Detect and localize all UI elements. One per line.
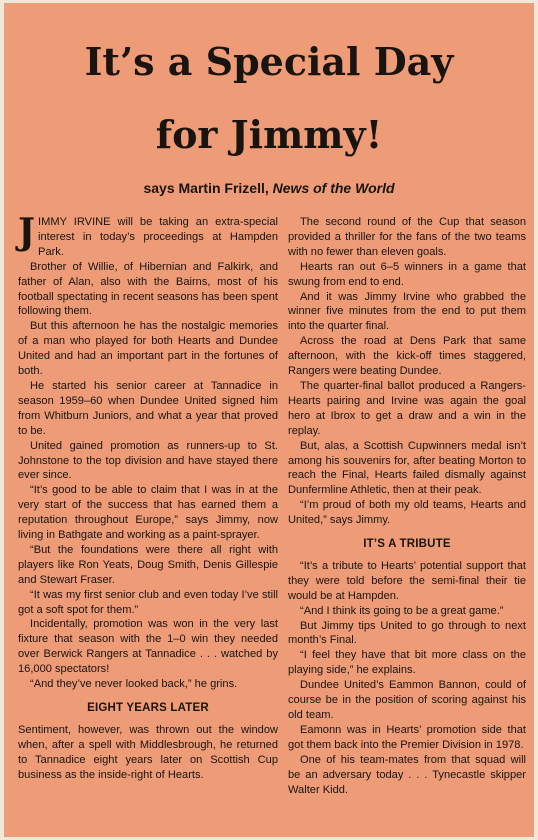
- subheading-eight-years-later: EIGHT YEARS LATER: [87, 702, 209, 714]
- article-page: [4, 3, 534, 837]
- byline-publication: News of the World: [272, 180, 395, 196]
- paragraph: “And I think its going to be a great game.”: [300, 604, 504, 617]
- paragraph: “And they’ve never looked back,” he grins.: [30, 678, 238, 691]
- headline-line-1: It’s a Special Day: [84, 39, 454, 84]
- paragraph: “It’s good to be able to claim that I was in at the very start of the success that has earned them a reputation throughout Europe,” says Jimmy, now living in Bathgate and working as a paint-sprayer.: [18, 484, 278, 542]
- paragraph: But this afternoon he has the nostalgic memories of a man who played for both Hearts and Dundee United and had an important part in the fortunes of both.: [18, 320, 278, 378]
- paragraph: “But the foundations were there all right with players like Ron Yeats, Doug Smith, Denis Gillespie and Stewart Fraser.: [18, 543, 278, 586]
- paragraph: He started his senior career at Tannadice in season 1959–60 when Dundee United signed him from Whitburn Juniors, and what a year that proved to be.: [18, 379, 278, 437]
- paragraph-text: IMMY IRVINE will be taking an extra-special interest in today’s proceedings at Hampden Park.: [38, 216, 278, 258]
- paragraph: The quarter-final ballot produced a Rangers-Hearts pairing and Irvine was again the goal hero at Ibrox to get a draw and a win in the replay.: [288, 379, 526, 437]
- paragraph: Brother of Willie, of Hibernian and Falkirk, and father of Alan, also with the Bairns, most of his football spectating in recent seasons has been spent following them.: [18, 260, 278, 318]
- paragraph: But Jimmy tips United to go through to next month’s Final.: [288, 619, 526, 647]
- paragraph: United gained promotion as runners-up to St. Johnstone to the top division and have stayed there ever since.: [18, 439, 278, 482]
- byline-author: says Martin Frizell,: [143, 180, 273, 196]
- paragraph: Dundee United’s Eammon Bannon, could of course be in the position of scoring against his old team.: [288, 679, 526, 721]
- paragraph: “I feel they have that bit more class on the playing side,” he explains.: [288, 649, 526, 677]
- subheading-its-a-tribute: IT’S A TRIBUTE: [363, 538, 451, 551]
- paragraph: Eamonn was in Hearts’ promotion side that got them back into the Premier Division in 1978.: [288, 723, 526, 751]
- paragraph: Hearts ran out 6–5 winners in a game that swung from end to end.: [288, 260, 526, 288]
- paragraph: “I’m proud of both my old teams, Hearts and United,” says Jimmy.: [288, 499, 526, 527]
- paragraph: [18, 211, 278, 260]
- byline: [4, 180, 534, 196]
- left-column: [18, 211, 278, 783]
- paragraph: Incidentally, promotion was won in the very last fixture that season with the 1–0 win they needed over Berwick Rangers at Tannadice . . . watched by 16,000 spectators!: [18, 618, 278, 676]
- paragraph: “It was my first senior club and even today I’ve still got a soft spot for them.”: [18, 588, 278, 616]
- paragraph: Sentiment, however, was thrown out the window when, after a spell with Middlesbrough, he returned to Tannadice eight years later on Scottish Cup business as the inside-right of Hearts.: [18, 723, 278, 781]
- right-column: [288, 215, 526, 797]
- paragraph: One of his team-mates from that squad will be an adversary today . . . Tynecastle skipper Walter Kidd.: [288, 753, 526, 796]
- paragraph: Across the road at Dens Park that same afternoon, with the kick-off times staggered, Rangers were beating Dundee.: [288, 335, 526, 378]
- paragraph: And it was Jimmy Irvine who grabbed the winner five minutes from the end to put them into the quarter final.: [288, 290, 526, 333]
- paragraph: But, alas, a Scottish Cupwinners medal isn’t among his souvenirs for, after beating Morton to reach the Final, Hearts failed dismally against Dunfermline Athletic, then at their peak.: [288, 439, 526, 497]
- paragraph: “It’s a tribute to Hearts’ potential support that they were told before the semi-final their tie would be at Hampden.: [288, 559, 526, 602]
- drop-cap: J: [18, 211, 36, 253]
- headline-line-2: for Jimmy!: [155, 112, 383, 157]
- paragraph: The second round of the Cup that season provided a thriller for the fans of the two teams with no fewer than eleven goals.: [288, 216, 526, 258]
